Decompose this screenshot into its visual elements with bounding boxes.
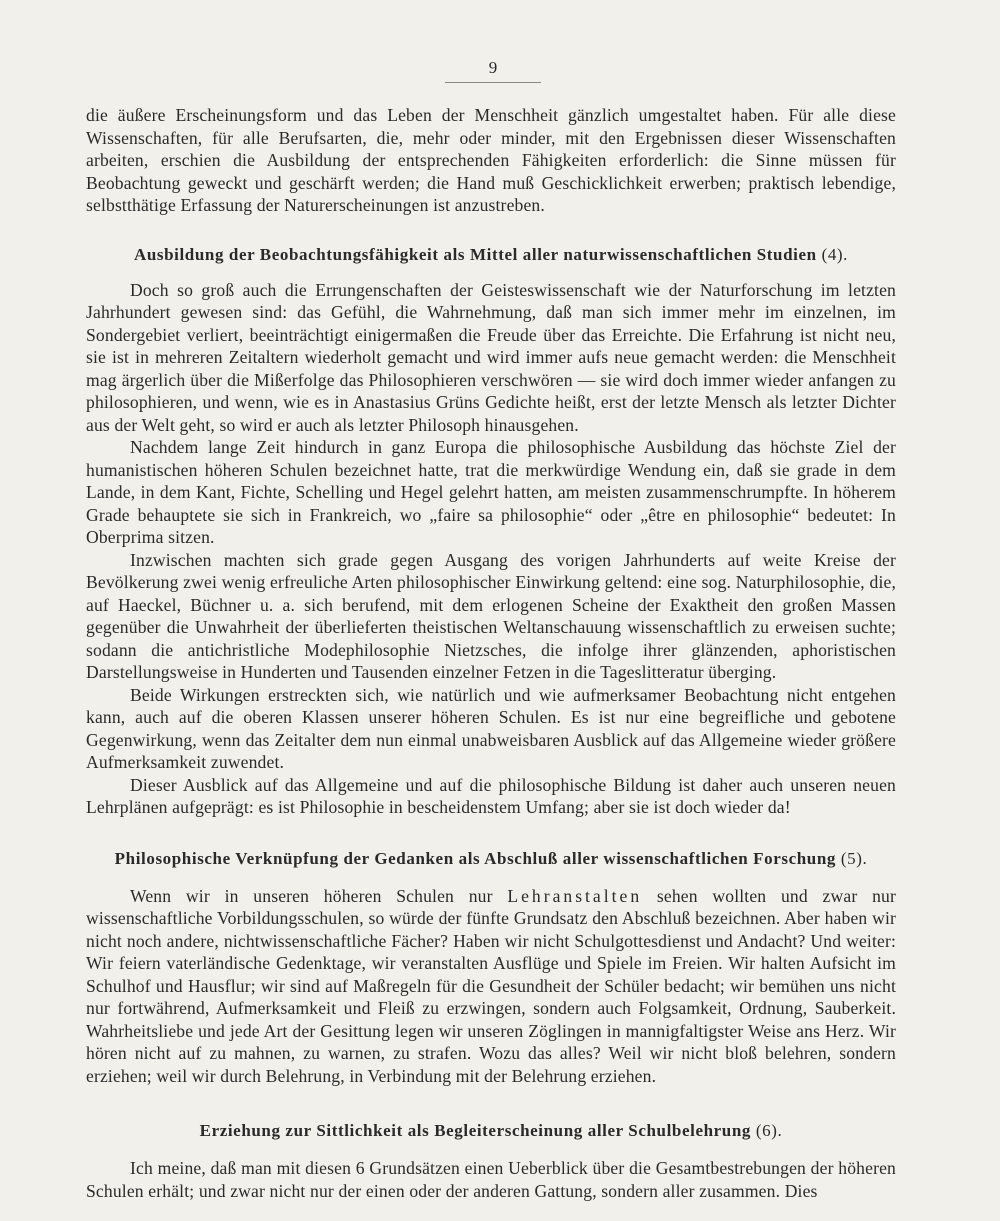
paragraph-4-2-main: Nachdem lange Zeit hindurch in ganz Europa die philosophische Ausbildung das höchste Ziel der humanistischen höheren Schulen bezeichnet hatte, trat die merkwürdige Wendung ein, daß sie grade in dem Lande, in dem Kant, Fichte, Schelling und Hegel gelehrt hatten, am meisten zusammenschrumpfte. In höherem Grade behauptete sie sich in Frankreich, wo <box>86 437 896 525</box>
quote-etre-en-philosophie: „être en philosophie“ <box>640 504 800 525</box>
paragraph-4-2-mid: oder <box>600 504 633 525</box>
section-heading-5-number: (5). <box>840 848 868 868</box>
section-heading-6 <box>86 1121 896 1141</box>
section-heading-6-text: Erziehung zur Sittlichkeit als Begleiterscheinung aller Schulbelehrung <box>199 1121 752 1140</box>
paragraph-4-2-end: bedeutet: In Oberprima sitzen. <box>86 504 896 547</box>
paragraph-4-3: Inzwischen machten sich grade gegen Ausgang des vorigen Jahrhunderts auf weite Kreise der Bevölkerung zwei wenig erfreuliche Arten philosophischer Einwirkung geltend: eine sog. Naturphilosophie, die, auf Haeckel, Büchner u. a. sich berufend, mit dem erlogenen Scheine der Exaktheit den großen Massen gegenüber die Unwahrheit der überlieferten theistischen Weltanschauung wissenschaftlich zu erweisen suchte; sodann die antichristliche Modephilosophie Nietzsches, die infolge ihrer glänzenden, aphoristischen Darstellungsweise in Hunderten und Tausenden einzelner Fetzen in die Tageslitteratur überging. <box>86 549 896 682</box>
section-heading-6-number: (6). <box>755 1121 783 1140</box>
quote-faire-sa-philosophie: „faire sa philosophie“ <box>429 504 593 525</box>
paragraph-6-1: Ich meine, daß man mit diesen 6 Grundsätzen einen Ueberblick über die Gesamtbestrebungen der höheren Schulen erhält; und zwar nicht nur der einen oder der anderen Gattung, sondern aller zusammen. Dies <box>86 1158 896 1201</box>
section-heading-4-number: (4). <box>821 244 849 264</box>
paragraph-4-1: Doch so groß auch die Errungenschaften der Geisteswissenschaft wie der Naturforschung im letzten Jahrhundert gewesen sind: das Gefühl, die Wahrnehmung, daß man sich immer mehr im einzelnen, im Sondergebiet verliert, beeinträchtigt einigermaßen die Freude über das Erreichte. Die Erfahrung ist nicht neu, sie ist in mehreren Zeitaltern wiederholt gemacht und wird immer aufs neue gemacht werden: die Menschheit mag ärgerlich über die Mißerfolge das Philosophieren verschwören — sie wird doch immer wieder anfangen zu philosophieren, und wenn, wie es in Anastasius Grüns Gedichte heißt, erst der letzte Mensch als letzter Dichter aus der Welt geht, so wird er auch als letzter Philosoph hinausgehen. <box>86 279 896 435</box>
paragraph-4-4: Beide Wirkungen erstreckten sich, wie natürlich und wie aufmerksamer Beobachtung nicht entgehen kann, auch auf die oberen Klassen unserer höheren Schulen. Es ist nur eine begreifliche und gebotene Gegenwirkung, wenn das Zeitalter dem nun einmal unabweisbaren Ausblick auf das Allgemeine wieder größere Aufmerksamkeit zuwendet. <box>86 684 896 772</box>
paragraph-5-1-rest: sehen wollten und zwar nur wissenschaftliche Vorbildungsschulen, so würde der fünfte Grundsatz den Abschluß bezeichnen. Aber haben wir nicht noch andere, nichtwissenschaftliche Fächer? Haben wir nicht Schulgottesdienst und Andacht? Und weiter: Wir feiern vaterländische Gedenktage, wir veranstalten Ausflüge und Spiele im Freien. Wir halten Aufsicht im Schulhof und Hausflur; wir sind auf Maßregeln für die Gesundheit der Schüler bedacht; wir bemühen uns nicht nur fortwährend, Aufmerksamkeit und Fleiß zu erzwingen, sondern auch Folgsamkeit, Ordnung, Sauberkeit. Wahrheitsliebe und jede Art der Gesittung legen wir unseren Zöglingen in mannigfaltigster Weise ans Herz. Wir hören nicht auf zu mahnen, zu warnen, zu strafen. Wozu das alles? Weil wir nicht bloß belehren, sondern erziehen; weil wir durch Belehrung, in Verbindung mit der Belehrung erziehen. <box>86 885 896 1086</box>
paragraph-intro: die äußere Erscheinungsform und das Leben der Menschheit gänzlich umgestaltet haben. Für alle diese Wissenschaften, für alle Berufsarten, die, mehr oder minder, mit den Ergebnissen dieser Wissenschaften arbeiten, erschien die Ausbildung der entsprechenden Fähigkeiten erforderlich: die Sinne müssen für Beobachtung geweckt und geschärft werden; die Hand muß Geschicklichkeit erwerben; praktisch lebendige, selbstthätige Erfassung der Naturerscheinungen ist anzustreben. <box>86 105 896 215</box>
section-heading-5-text: Philosophische Verknüpfung der Gedanken als Abschluß aller wissenschaftlichen Forschung <box>114 848 836 868</box>
section-heading-4 <box>86 245 896 265</box>
section-heading-4-text: Ausbildung der Beobachtungsfähigkeit als Mittel aller naturwissenschaftlichen Studien <box>133 244 817 264</box>
paragraph-4-2 <box>86 436 896 549</box>
emphasis-lehranstalten: Lehranstalten <box>507 885 643 906</box>
section-heading-5 <box>86 849 896 869</box>
page-number: 9 <box>445 58 541 83</box>
page-body <box>86 104 896 1202</box>
paragraph-5-1 <box>86 885 896 1088</box>
paragraph-5-1-start: Wenn wir in unseren höheren Schulen nur <box>130 885 493 906</box>
paragraph-4-5: Dieser Ausblick auf das Allgemeine und auf die philosophische Bildung ist daher auch unseren neuen Lehrplänen aufgeprägt: es ist Philosophie in bescheidenstem Umfang; aber sie ist doch wieder da! <box>86 774 896 817</box>
